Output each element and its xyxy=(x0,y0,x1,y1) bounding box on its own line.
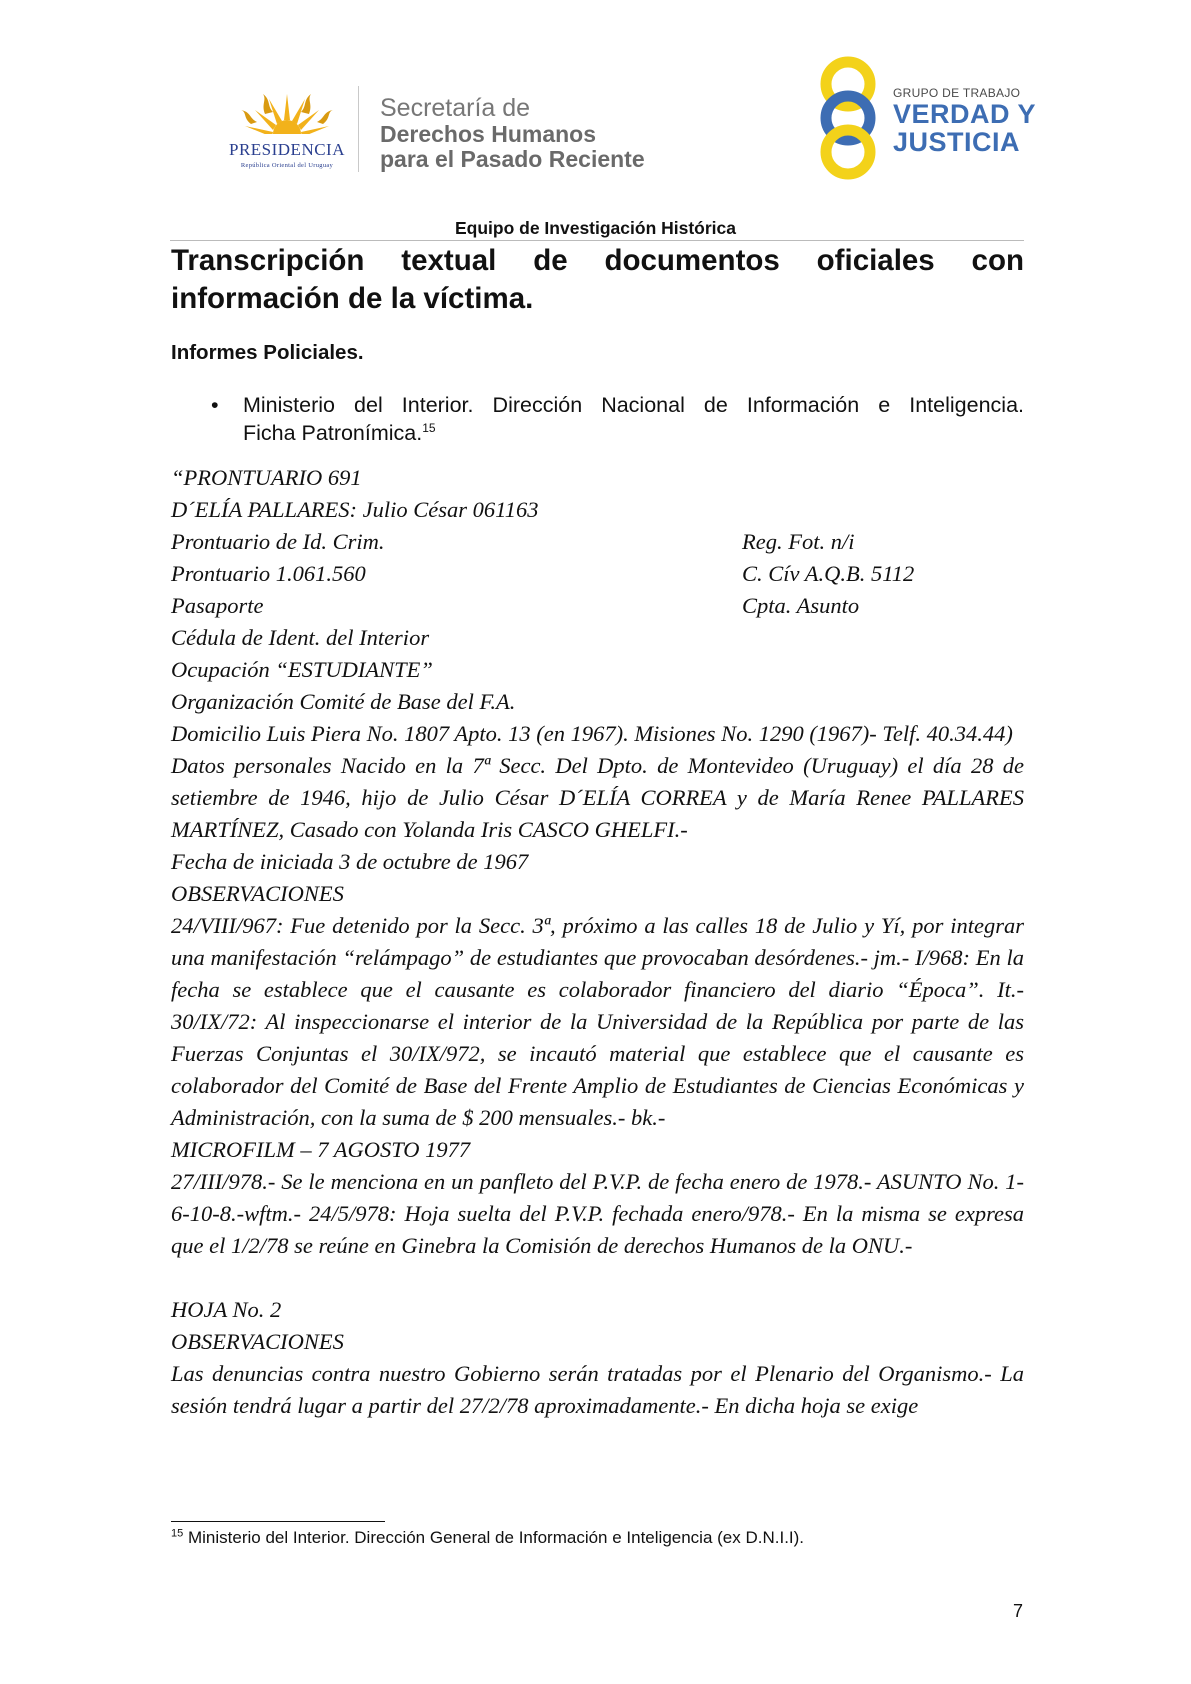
secretaria-line-2: Derechos Humanos xyxy=(380,121,597,147)
bullet-line-2: Ficha Patronímica. xyxy=(243,421,423,445)
datos-personales-paragraph: Datos personales Nacido en la 7ª Secc. Del Dpto. de Montevideo (Uruguay) el día 28 de setiembre de 1946, hijo de Julio César D´ELÍA CORREA y de María Renee PALLARES MARTÍNEZ, Casado con Yolanda Iris CASCO GHELFI.- xyxy=(171,753,1024,842)
footnote-rule xyxy=(171,1521,385,1522)
observaciones-label-2: OBSERVACIONES xyxy=(171,1329,344,1354)
ocupacion-line: Ocupación “ESTUDIANTE” xyxy=(171,657,433,682)
page-header xyxy=(0,0,1191,200)
bullet-line-1: Ministerio del Interior. Dirección Nacional de Información e Inteligencia. xyxy=(243,393,1024,417)
section-subtitle: Informes Policiales. xyxy=(171,341,364,364)
bullet-text xyxy=(243,391,1024,447)
page-title-line-2: información de la víctima. xyxy=(171,282,534,315)
footnote-ref[interactable]: 15 xyxy=(422,420,436,435)
sun-icon xyxy=(212,84,362,140)
domicilio-paragraph: Domicilio Luis Piera No. 1807 Apto. 13 (en 1967). Misiones No. 1290 (1967)- Telf. 40.34.44) xyxy=(171,721,1013,746)
page-title xyxy=(171,242,1024,318)
microfilm-paragraph: 27/III/978.- Se le menciona en un panfleto del P.V.P. de fecha enero de 1978.- ASUNTO No. 1-6-10-8.-wftm.- 24/5/978: Hoja suelta del P.V.P. fechada enero/978.- En la misma se expresa que el 1/2/78 se reúne en Ginebra la Comisión de derechos Humanos de la ONU.- xyxy=(171,1169,1024,1258)
presidencia-name: PRESIDENCIA xyxy=(228,140,345,159)
record-row-right: Cpta. Asunto xyxy=(742,593,860,618)
footnote-number: 15 xyxy=(171,1527,184,1540)
verdad-justicia-text xyxy=(893,86,1036,156)
secretaria-line-3: para el Pasado Reciente xyxy=(380,146,645,172)
bullet-marker: • xyxy=(211,393,219,417)
paragraph-gap xyxy=(171,1262,1024,1294)
presidencia-subtitle: República Oriental del Uruguay xyxy=(240,162,334,169)
page-number: 7 xyxy=(1013,1601,1024,1621)
prontuario-line: “PRONTUARIO 691 xyxy=(171,465,362,490)
hoja-paragraph: Las denuncias contra nuestro Gobierno serán tratadas por el Plenario del Organismo.- La sesión tendrá lugar a partir del 27/2/78 aproximadamente.- En dicha hoja se exige xyxy=(171,1361,1024,1418)
record-row xyxy=(171,558,1024,590)
organizacion-line: Organización Comité de Base del F.A. xyxy=(171,689,516,714)
verdad-y-label: VERDAD Y xyxy=(893,99,1037,129)
footnote-text: Ministerio del Interior. Dirección General de Información e Inteligencia (ex D.N.I.I). xyxy=(187,1528,805,1547)
record-row xyxy=(171,526,1024,558)
cedula-line: Cédula de Ident. del Interior xyxy=(171,625,430,650)
header-divider xyxy=(358,86,359,172)
secretaria-logo-text xyxy=(380,94,645,172)
fecha-iniciada-line: Fecha de iniciada 3 de octubre de 1967 xyxy=(171,849,529,874)
transcribed-document xyxy=(171,462,1024,1422)
hoja-line: HOJA No. 2 xyxy=(171,1297,282,1322)
header-rule xyxy=(170,240,1024,241)
record-row-right: Reg. Fot. n/i xyxy=(742,529,855,554)
record-row-left: Pasaporte xyxy=(171,593,264,618)
footnote xyxy=(171,1528,804,1548)
grupo-de-trabajo-label: GRUPO DE TRABAJO xyxy=(893,86,1021,100)
page-title-line-1: Transcripción textual de documentos oficiales con xyxy=(171,244,1024,277)
name-line: D´ELÍA PALLARES: Julio César 061163 xyxy=(171,497,539,522)
secretaria-line-1: Secretaría de xyxy=(380,94,531,122)
observaciones-paragraph: 24/VIII/967: Fue detenido por la Secc. 3ª, próximo a las calles 18 de Julio y Yí, por integrar una manifestación “relámpago” de estudiantes que provocaban desórdenes.- jm.- I/968: En la fecha se establece que el causante es colaborador financiero del diario “Época”. It.- 30/IX/72: Al inspeccionarse el interior de la Universidad de la República por parte de las Fuerzas Conjuntas el 30/IX/972, se incautó material que establece que el causante es colaborador del Comité de Base del Frente Amplio de Estudiantes de Ciencias Económicas y Administración, con la suma de $ 200 mensuales.- bk.- xyxy=(171,913,1024,1130)
record-row-right: C. Cív A.Q.B. 5112 xyxy=(742,561,915,586)
record-row xyxy=(171,590,1024,622)
observaciones-label: OBSERVACIONES xyxy=(171,881,344,906)
justicia-label: JUSTICIA xyxy=(893,127,1021,157)
section-header: Equipo de Investigación Histórica xyxy=(454,218,737,238)
presidencia-logo xyxy=(212,84,362,174)
microfilm-line: MICROFILM – 7 AGOSTO 1977 xyxy=(171,1137,471,1162)
record-row-left: Prontuario de Id. Crim. xyxy=(171,529,385,554)
record-row-left: Prontuario 1.061.560 xyxy=(171,561,366,586)
